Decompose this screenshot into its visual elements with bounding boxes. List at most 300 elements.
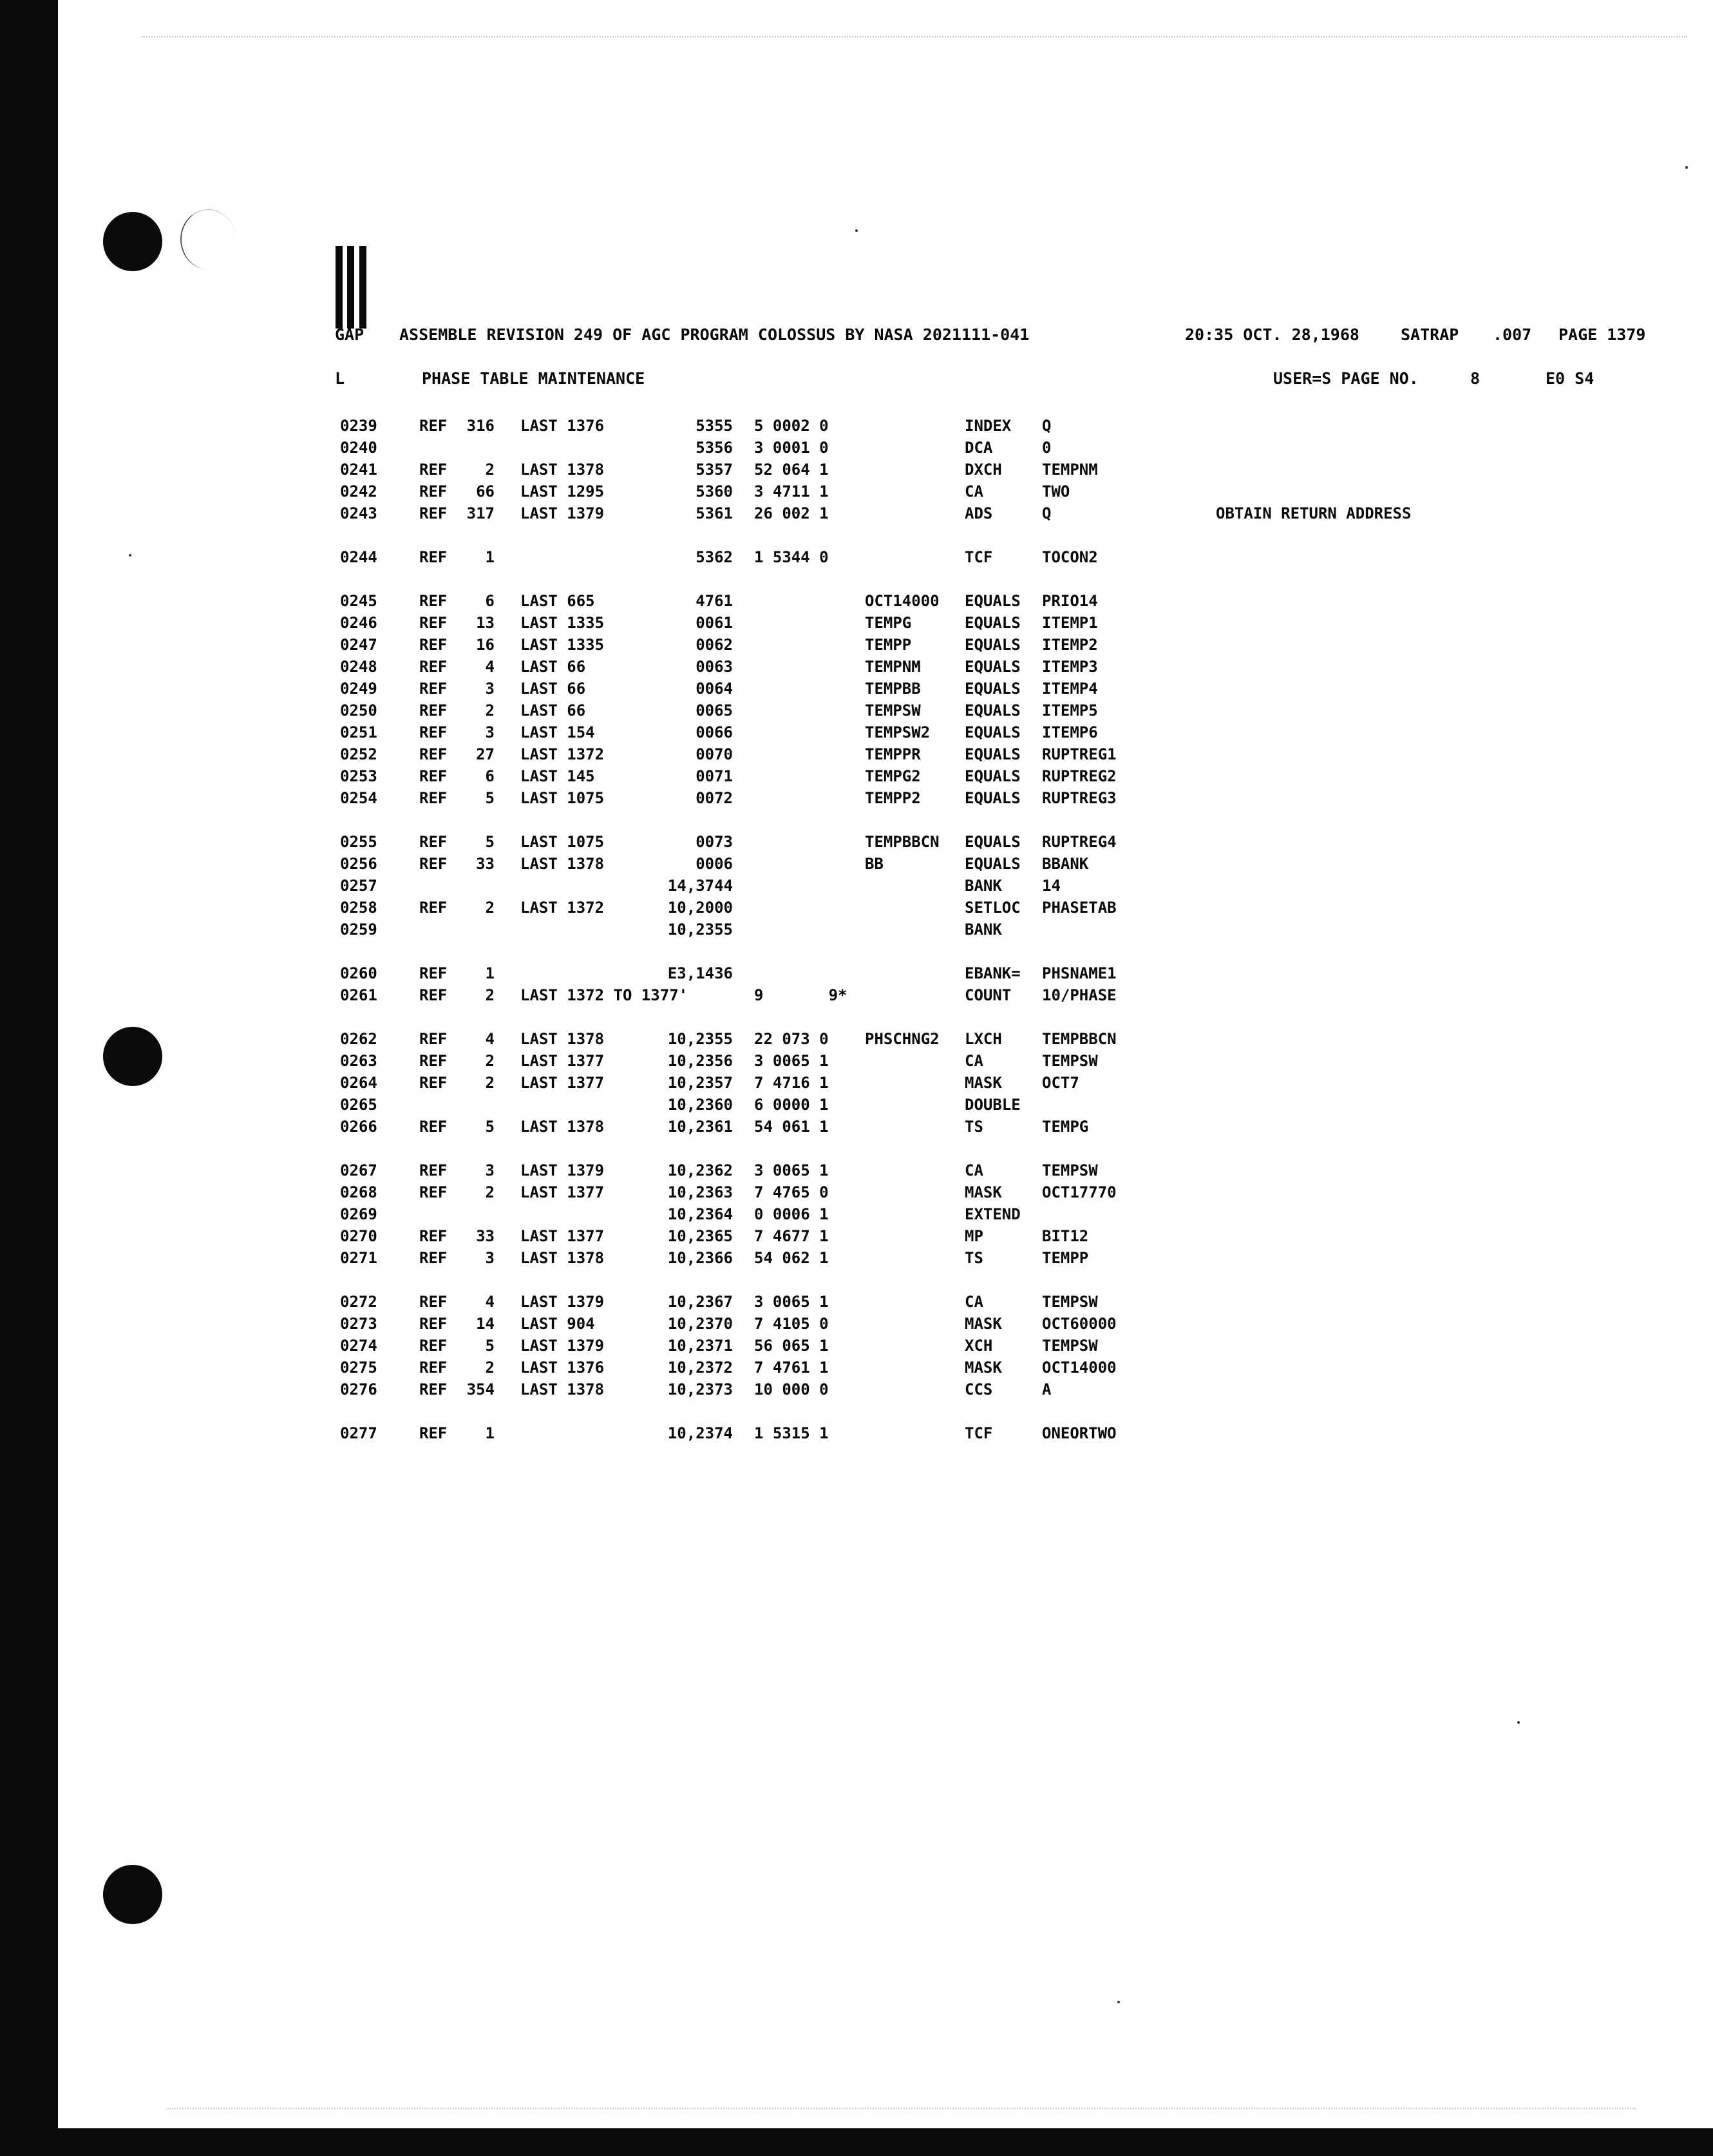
address: 5356 (696, 439, 733, 457)
line-number: 0249 (340, 680, 377, 698)
ref-count: 5 (485, 789, 495, 807)
opcode: TS (965, 1118, 983, 1136)
ref-marker: REF (419, 504, 448, 522)
ref-marker: REF (419, 1359, 448, 1377)
symbol-label: TEMPBB (865, 680, 921, 698)
ref-marker: REF (419, 1424, 448, 1442)
ref-marker: REF (419, 417, 448, 435)
octal-word: 0 0006 1 (754, 1205, 829, 1223)
operand: ITEMP4 (1042, 680, 1098, 698)
ref-marker: REF (419, 636, 448, 654)
last-ref: LAST 1376 (520, 1359, 605, 1377)
ref-count: 4 (485, 658, 495, 676)
ref-count: 66 (476, 482, 495, 501)
opcode: EXTEND (965, 1205, 1021, 1223)
symbol-label: TEMPG2 (865, 767, 921, 785)
line-number: 0244 (340, 548, 377, 566)
ref-count: 13 (476, 614, 495, 632)
ref-count: 14 (476, 1315, 495, 1333)
line-number: 0254 (340, 789, 377, 807)
address: 0066 (696, 723, 733, 741)
opcode: CA (965, 1161, 983, 1179)
opcode: MASK (965, 1315, 1002, 1333)
last-ref: LAST 1379 (520, 1337, 605, 1355)
opcode: CA (965, 482, 983, 501)
ref-marker: REF (419, 986, 448, 1004)
ref-marker: REF (419, 461, 448, 479)
ref-count: 3 (485, 1249, 495, 1267)
ref-count: 5 (485, 1337, 495, 1355)
line-number: 0246 (340, 614, 377, 632)
symbol-label: TEMPP2 (865, 789, 921, 807)
opcode: MP (965, 1227, 983, 1245)
scan-noise-top (142, 36, 1687, 37)
operand: ITEMP6 (1042, 723, 1098, 741)
line-number: 0239 (340, 417, 377, 435)
ref-marker: REF (419, 548, 448, 566)
ref-marker: REF (419, 767, 448, 785)
octal-word: 22 073 0 (754, 1030, 829, 1048)
ref-count: 1 (485, 548, 495, 566)
line-number: 0261 (340, 986, 377, 1004)
operand: RUPTREG1 (1042, 745, 1117, 763)
opcode: EQUALS (965, 767, 1021, 785)
line-number: 0260 (340, 964, 377, 982)
operand: PRIO14 (1042, 592, 1098, 610)
opcode: TCF (965, 1424, 993, 1442)
opcode: EQUALS (965, 855, 1021, 873)
address: 5355 (696, 417, 733, 435)
scan-speck (1117, 2001, 1120, 2003)
address: 10,2372 (667, 1359, 733, 1377)
opcode: XCH (965, 1337, 993, 1355)
operand: ITEMP5 (1042, 701, 1098, 720)
last-ref: LAST 1379 (520, 504, 605, 522)
opcode: ADS (965, 504, 993, 522)
ref-count: 4 (485, 1293, 495, 1311)
address: 0006 (696, 855, 733, 873)
octal-word: 3 0065 1 (754, 1161, 829, 1179)
address: 10,2363 (667, 1183, 733, 1201)
last-ref: LAST 1378 (520, 1380, 605, 1398)
address: 10,2370 (667, 1315, 733, 1333)
symbol-label: TEMPP (865, 636, 912, 654)
address: 10,2357 (667, 1074, 733, 1092)
ref-marker: REF (419, 680, 448, 698)
line-number: 0255 (340, 833, 377, 851)
symbol-label: TEMPSW (865, 701, 921, 720)
line-number: 0275 (340, 1359, 377, 1377)
last-ref: LAST 1372 TO 1377' (520, 986, 688, 1004)
ref-count: 16 (476, 636, 495, 654)
line-number: 0272 (340, 1293, 377, 1311)
ref-marker: REF (419, 1293, 448, 1311)
operand: PHSNAME1 (1042, 964, 1117, 982)
line-number: 0247 (340, 636, 377, 654)
operand: A (1042, 1380, 1052, 1398)
octal-word: 7 4716 1 (754, 1074, 829, 1092)
opcode: BANK (965, 921, 1002, 939)
ref-count: 1 (485, 964, 495, 982)
last-ref: LAST 665 (520, 592, 595, 610)
operand: TEMPG (1042, 1118, 1089, 1136)
last-ref: LAST 1075 (520, 789, 605, 807)
subheader-e-code: E0 S4 (1546, 369, 1595, 388)
operand: TWO (1042, 482, 1070, 501)
subheader-section: PHASE TABLE MAINTENANCE (422, 369, 645, 388)
ref-count: 2 (485, 1052, 495, 1070)
last-ref: LAST 1377 (520, 1052, 605, 1070)
operand: TEMPSW (1042, 1337, 1098, 1355)
operand: TOCON2 (1042, 548, 1098, 566)
line-number: 0267 (340, 1161, 377, 1179)
opcode: DOUBLE (965, 1096, 1021, 1114)
address: 0061 (696, 614, 733, 632)
address: 10,2355 (667, 1030, 733, 1048)
address: E3,1436 (667, 964, 733, 982)
octal-word: 7 4765 0 (754, 1183, 829, 1201)
ref-count: 2 (485, 461, 495, 479)
ref-count: 3 (485, 680, 495, 698)
line-number: 0274 (340, 1337, 377, 1355)
comment: OBTAIN RETURN ADDRESS (1216, 504, 1412, 522)
line-number: 0266 (340, 1118, 377, 1136)
line-number: 0241 (340, 461, 377, 479)
ref-count: 27 (476, 745, 495, 763)
ref-marker: REF (419, 1227, 448, 1245)
scan-left-border (0, 0, 58, 2156)
ref-marker: REF (419, 1118, 448, 1136)
line-number: 0262 (340, 1030, 377, 1048)
opcode: EQUALS (965, 723, 1021, 741)
operand: RUPTREG3 (1042, 789, 1117, 807)
operand: BBANK (1042, 855, 1089, 873)
ref-count: 354 (466, 1380, 495, 1398)
line-number: 0257 (340, 877, 377, 895)
opcode: TS (965, 1249, 983, 1267)
ref-count: 2 (485, 1074, 495, 1092)
opcode: MASK (965, 1074, 1002, 1092)
line-number: 0268 (340, 1183, 377, 1201)
line-number: 0251 (340, 723, 377, 741)
line-number: 0240 (340, 439, 377, 457)
octal-word: 3 0065 1 (754, 1052, 829, 1070)
scan-bottom-border (0, 2128, 1713, 2156)
ref-marker: REF (419, 833, 448, 851)
header-time: 20:35 OCT. 28,1968 (1185, 325, 1359, 344)
line-number: 0271 (340, 1249, 377, 1267)
octal-word: 9 9* (754, 986, 847, 1004)
opcode: CA (965, 1052, 983, 1070)
opcode: EBANK= (965, 964, 1021, 982)
address: 14,3744 (667, 877, 733, 895)
ref-marker: REF (419, 1030, 448, 1048)
last-ref: LAST 66 (520, 701, 586, 720)
line-number: 0258 (340, 899, 377, 917)
octal-word: 5 0002 0 (754, 417, 829, 435)
subheader-user-page: USER=S PAGE NO. (1273, 369, 1419, 388)
operand: RUPTREG4 (1042, 833, 1117, 851)
ref-count: 2 (485, 986, 495, 1004)
address: 0073 (696, 833, 733, 851)
ref-marker: REF (419, 614, 448, 632)
address: 10,2366 (667, 1249, 733, 1267)
ref-marker: REF (419, 658, 448, 676)
ref-count: 317 (466, 504, 495, 522)
ref-marker: REF (419, 592, 448, 610)
last-ref: LAST 1372 (520, 899, 605, 917)
address: 0071 (696, 767, 733, 785)
line-number: 0248 (340, 658, 377, 676)
symbol-label: TEMPBBCN (865, 833, 940, 851)
symbol-label: OCT14000 (865, 592, 940, 610)
line-number: 0253 (340, 767, 377, 785)
operand: 14 (1042, 877, 1061, 895)
opcode: EQUALS (965, 658, 1021, 676)
opcode: LXCH (965, 1030, 1002, 1048)
address: 0062 (696, 636, 733, 654)
operand: OCT17770 (1042, 1183, 1117, 1201)
line-number: 0265 (340, 1096, 377, 1114)
ref-count: 33 (476, 1227, 495, 1245)
ref-count: 1 (485, 1424, 495, 1442)
opcode: EQUALS (965, 789, 1021, 807)
last-ref: LAST 1377 (520, 1227, 605, 1245)
octal-word: 6 0000 1 (754, 1096, 829, 1114)
octal-word: 1 5344 0 (754, 548, 829, 566)
ref-marker: REF (419, 1315, 448, 1333)
ref-count: 6 (485, 592, 495, 610)
symbol-label: TEMPG (865, 614, 912, 632)
address: 10,2362 (667, 1161, 733, 1179)
address: 5357 (696, 461, 733, 479)
punch-hole-top (103, 212, 162, 271)
line-number: 0252 (340, 745, 377, 763)
address: 10,2371 (667, 1337, 733, 1355)
punch-hole-middle (103, 1027, 162, 1086)
operand: ONEORTWO (1042, 1424, 1117, 1442)
line-number: 0276 (340, 1380, 377, 1398)
ref-count: 3 (485, 1161, 495, 1179)
ref-marker: REF (419, 701, 448, 720)
header-gap: GAP (335, 325, 364, 344)
opcode: EQUALS (965, 636, 1021, 654)
ref-count: 2 (485, 1183, 495, 1201)
ref-count: 4 (485, 1030, 495, 1048)
octal-word: 7 4761 1 (754, 1359, 829, 1377)
header-code: .007 (1493, 325, 1532, 344)
octal-word: 54 061 1 (754, 1118, 829, 1136)
subheader-mark: L (335, 369, 345, 388)
opcode: COUNT (965, 986, 1012, 1004)
opcode: EQUALS (965, 592, 1021, 610)
address: 10,2000 (667, 899, 733, 917)
opcode: DCA (965, 439, 993, 457)
opcode: EQUALS (965, 745, 1021, 763)
symbol-label: TEMPNM (865, 658, 921, 676)
ref-count: 316 (466, 417, 495, 435)
last-ref: LAST 1378 (520, 1030, 605, 1048)
last-ref: LAST 66 (520, 680, 586, 698)
line-number: 0256 (340, 855, 377, 873)
ref-marker: REF (419, 723, 448, 741)
scan-speck (1685, 166, 1688, 169)
address: 0064 (696, 680, 733, 698)
ref-marker: REF (419, 1052, 448, 1070)
address: 10,2356 (667, 1052, 733, 1070)
address: 0065 (696, 701, 733, 720)
line-number: 0270 (340, 1227, 377, 1245)
operand: BIT12 (1042, 1227, 1089, 1245)
octal-word: 26 002 1 (754, 504, 829, 522)
address: 10,2360 (667, 1096, 733, 1114)
last-ref: LAST 1379 (520, 1161, 605, 1179)
ref-count: 3 (485, 723, 495, 741)
opcode: MASK (965, 1359, 1002, 1377)
opcode: BANK (965, 877, 1002, 895)
operand: TEMPNM (1042, 461, 1098, 479)
octal-word: 1 5315 1 (754, 1424, 829, 1442)
punch-hole-ring (180, 209, 236, 269)
octal-word: 7 4105 0 (754, 1315, 829, 1333)
last-ref: LAST 1378 (520, 1249, 605, 1267)
opcode: TCF (965, 548, 993, 566)
opcode: EQUALS (965, 833, 1021, 851)
operand: 0 (1042, 439, 1052, 457)
opcode: MASK (965, 1183, 1002, 1201)
ref-marker: REF (419, 482, 448, 501)
address: 0072 (696, 789, 733, 807)
operand: RUPTREG2 (1042, 767, 1117, 785)
operand: ITEMP1 (1042, 614, 1098, 632)
octal-word: 3 0065 1 (754, 1293, 829, 1311)
last-ref: LAST 1378 (520, 855, 605, 873)
ref-marker: REF (419, 1161, 448, 1179)
ref-count: 2 (485, 899, 495, 917)
scan-speck (855, 229, 858, 232)
last-ref: LAST 145 (520, 767, 595, 785)
octal-word: 54 062 1 (754, 1249, 829, 1267)
scan-noise-bottom (167, 2108, 1636, 2109)
ref-marker: REF (419, 1337, 448, 1355)
address: 4761 (696, 592, 733, 610)
operand: TEMPSW (1042, 1161, 1098, 1179)
opcode: INDEX (965, 417, 1012, 435)
subheader-user-page-no: 8 (1470, 369, 1481, 388)
address: 5361 (696, 504, 733, 522)
last-ref: LAST 1335 (520, 614, 605, 632)
octal-word: 7 4677 1 (754, 1227, 829, 1245)
operand: OCT14000 (1042, 1359, 1117, 1377)
operand: OCT7 (1042, 1074, 1079, 1092)
operand: TEMPSW (1042, 1052, 1098, 1070)
last-ref: LAST 1335 (520, 636, 605, 654)
address: 10,2355 (667, 921, 733, 939)
opcode: CA (965, 1293, 983, 1311)
scan-speck (1517, 1721, 1520, 1724)
line-number: 0264 (340, 1074, 377, 1092)
address: 10,2373 (667, 1380, 733, 1398)
opcode: EQUALS (965, 614, 1021, 632)
operand: PHASETAB (1042, 899, 1117, 917)
line-number: 0269 (340, 1205, 377, 1223)
header-page: PAGE 1379 (1558, 325, 1646, 344)
address: 10,2361 (667, 1118, 733, 1136)
line-number: 0245 (340, 592, 377, 610)
address: 10,2365 (667, 1227, 733, 1245)
scan-speck (129, 554, 131, 557)
operand: TEMPSW (1042, 1293, 1098, 1311)
last-ref: LAST 1075 (520, 833, 605, 851)
line-number: 0277 (340, 1424, 377, 1442)
ref-count: 5 (485, 833, 495, 851)
operand: Q (1042, 504, 1052, 522)
ref-marker: REF (419, 745, 448, 763)
ref-count: 5 (485, 1118, 495, 1136)
operand: TEMPBBCN (1042, 1030, 1117, 1048)
last-ref: LAST 1378 (520, 1118, 605, 1136)
address: 10,2367 (667, 1293, 733, 1311)
line-number: 0242 (340, 482, 377, 501)
opcode: CCS (965, 1380, 993, 1398)
symbol-label: TEMPSW2 (865, 723, 931, 741)
line-number: 0243 (340, 504, 377, 522)
address: 0063 (696, 658, 733, 676)
line-number: 0259 (340, 921, 377, 939)
operand: Q (1042, 417, 1052, 435)
line-number: 0250 (340, 701, 377, 720)
operand: 10/PHASE (1042, 986, 1117, 1004)
last-ref: LAST 1378 (520, 461, 605, 479)
ref-marker: REF (419, 1380, 448, 1398)
octal-word: 52 064 1 (754, 461, 829, 479)
line-number: 0263 (340, 1052, 377, 1070)
last-ref: LAST 1377 (520, 1074, 605, 1092)
address: 10,2374 (667, 1424, 733, 1442)
ref-marker: REF (419, 899, 448, 917)
octal-word: 10 000 0 (754, 1380, 829, 1398)
symbol-label: PHSCHNG2 (865, 1030, 940, 1048)
last-ref: LAST 904 (520, 1315, 595, 1333)
operand: ITEMP2 (1042, 636, 1098, 654)
address: 5362 (696, 548, 733, 566)
ref-marker: REF (419, 964, 448, 982)
address: 0070 (696, 745, 733, 763)
line-number: 0273 (340, 1315, 377, 1333)
operand: TEMPP (1042, 1249, 1089, 1267)
ref-marker: REF (419, 1249, 448, 1267)
last-ref: LAST 154 (520, 723, 595, 741)
ref-count: 33 (476, 855, 495, 873)
octal-word: 56 065 1 (754, 1337, 829, 1355)
last-ref: LAST 1379 (520, 1293, 605, 1311)
opcode: SETLOC (965, 899, 1021, 917)
ref-marker: REF (419, 855, 448, 873)
last-ref: LAST 1377 (520, 1183, 605, 1201)
symbol-label: TEMPPR (865, 745, 921, 763)
ref-marker: REF (419, 789, 448, 807)
last-ref: LAST 1376 (520, 417, 605, 435)
address: 5360 (696, 482, 733, 501)
last-ref: LAST 66 (520, 658, 586, 676)
operand: OCT60000 (1042, 1315, 1117, 1333)
opcode: EQUALS (965, 701, 1021, 720)
opcode: EQUALS (965, 680, 1021, 698)
ref-marker: REF (419, 1183, 448, 1201)
octal-word: 3 0001 0 (754, 439, 829, 457)
ref-marker: REF (419, 1074, 448, 1092)
address: 10,2364 (667, 1205, 733, 1223)
